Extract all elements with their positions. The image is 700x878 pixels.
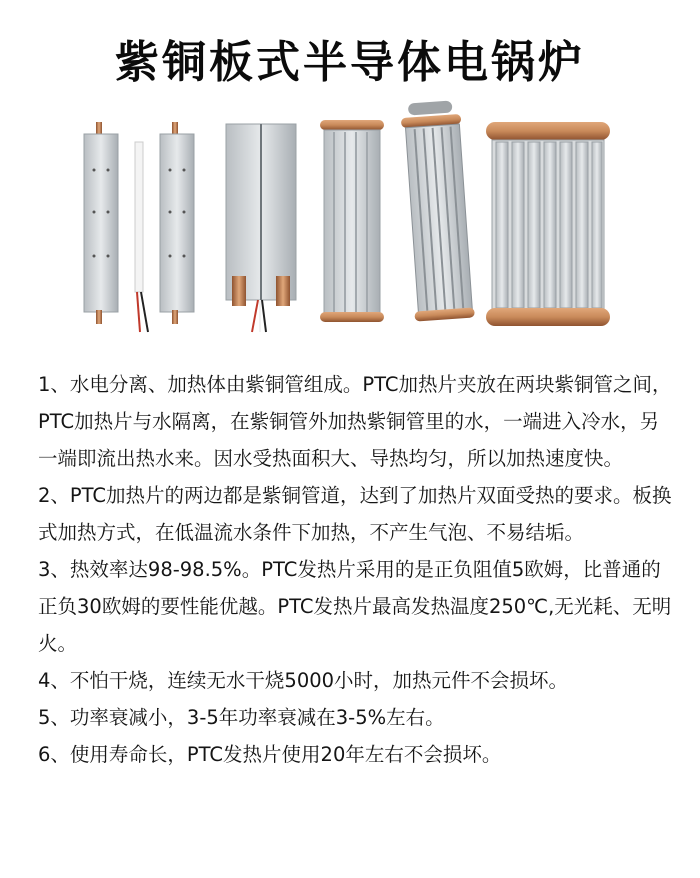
photo-wide-fin-unit (486, 122, 610, 326)
feature-paragraph-1: 1、水电分离、加热体由紫铜管组成。PTC加热片夹放在两块紫铜管之间，PTC加热片与水隔离，在紫铜管外加热紫铜管里的水，一端进入冷水，另一端即流出热水来。因水受热面积大、导热均匀，所以加热速度快。 (38, 373, 672, 470)
product-photo-panel (72, 100, 628, 340)
photo-clamped-heater-block (226, 124, 296, 332)
feature-paragraph-6: 6、使用寿命长，PTC发热片使用20年左右不会损坏。 (38, 743, 502, 766)
photo-tall-fin-unit (320, 120, 384, 322)
page-title: 紫铜板式半导体电锅炉 (115, 37, 585, 88)
photo-fin-block-pair (84, 122, 194, 332)
photo-tilted-fin-unit (400, 100, 475, 322)
product-photos-illustration (72, 100, 628, 340)
feature-paragraph-4: 4、不怕干烧，连续无水干烧5000小时，加热元件不会损坏。 (38, 669, 569, 692)
feature-list (38, 366, 674, 773)
feature-paragraph-2: 2、PTC加热片的两边都是紫铜管道，达到了加热片双面受热的要求。板换式加热方式，在低温流水条件下加热，不产生气泡、不易结垢。 (38, 484, 672, 544)
feature-paragraph-5: 5、功率衰减小，3-5年功率衰减在3-5%左右。 (38, 706, 445, 729)
feature-paragraph-3: 3、热效率达98-98.5%。PTC发热片采用的是正负阻值5欧姆，比普通的正负30欧姆的要性能优越。PTC发热片最高发热温度250℃,无光耗、无明火。 (38, 558, 672, 655)
